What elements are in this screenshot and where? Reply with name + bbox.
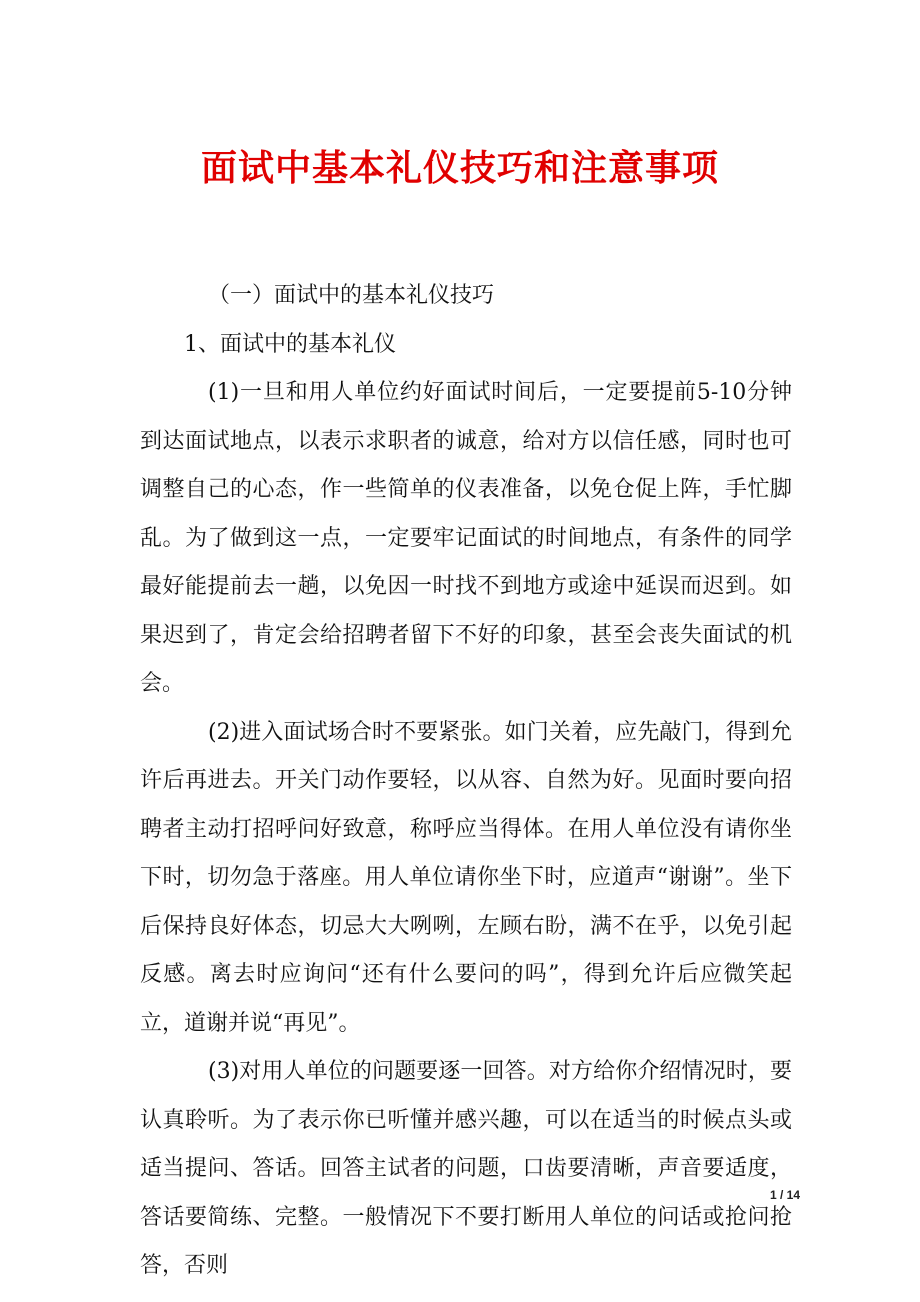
document-body xyxy=(140,272,792,1291)
paragraph-3: (3)对用人单位的问题要逐一回答。对方给你介绍情况时，要认真聆听。为了表示你已听懂并感兴趣，可以在适当的时候点头或适当提问、答话。回答主试者的问题，口齿要清晰，声音要适度，答话要简练、完整。一般情况下不要打断用人单位的问话或抢问抢答，否则 xyxy=(140,1059,792,1278)
paragraph-2: (2)进入面试场合时不要紧张。如门关着，应先敲门，得到允许后再进去。开关门动作要轻，以从容、自然为好。见面时要向招聘者主动打招呼问好致意，称呼应当得体。在用人单位没有请你坐下时，切勿急于落座。用人单位请你坐下时，应道声“谢谢”。坐下后保持良好体态，切忌大大咧咧，左顾右盼，满不在乎，以免引起反感。离去时应询问“还有什么要问的吗”，得到允许后应微笑起立，道谢并说“再见”。 xyxy=(140,719,792,1036)
paragraph-1: (1)一旦和用人单位约好面试时间后，一定要提前5-10分钟到达面试地点，以表示求职者的诚意，给对方以信任感，同时也可调整自己的心态，作一些简单的仪表准备，以免仓促上阵，手忙脚乱。为了做到这一点，一定要牢记面试的时间地点，有条件的同学最好能提前去一趟，以免因一时找不到地方或途中延误而迟到。如果迟到了，肯定会给招聘者留下不好的印象，甚至会丧失面试的机会。 xyxy=(140,380,792,696)
document-title: 面试中基本礼仪技巧和注意事项 xyxy=(200,147,719,189)
section-heading: （一）面试中的基本礼仪技巧 xyxy=(208,283,495,308)
sub-heading: 1、面试中的基本礼仪 xyxy=(184,331,396,357)
page-number: 1 / 14 xyxy=(769,1188,800,1202)
